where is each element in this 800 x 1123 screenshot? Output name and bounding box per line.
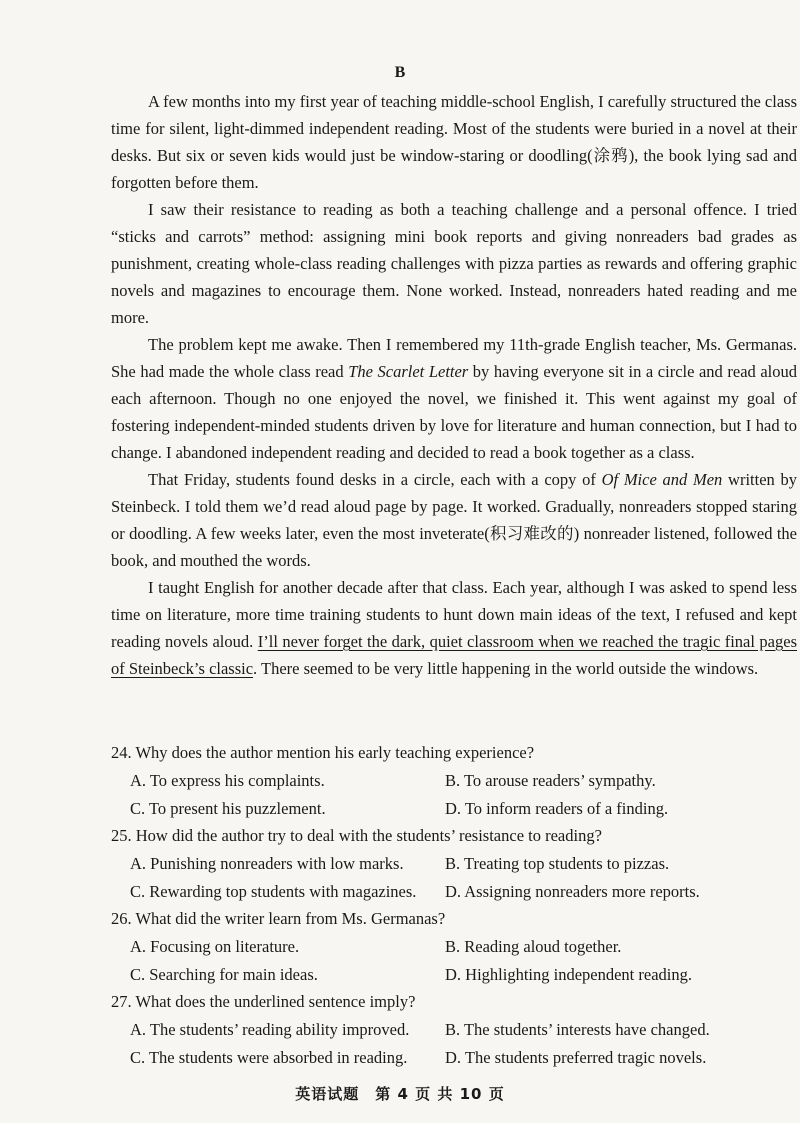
paragraph-5-part-a: I taught English for another decade after that class. Each year, although I was asked to spend less time on literature, more time training students to hunt down main ideas of the text, I refused and kept reading novels aloud.: [111, 578, 797, 651]
question-stem: 27. What does the underlined sentence imply?: [111, 992, 416, 1011]
question-list: [111, 739, 797, 1071]
book-title-scarlet-letter: The Scarlet Letter: [348, 362, 469, 381]
option-c: C. Rewarding top students with magazines.: [130, 881, 417, 901]
option-a: A. The students’ reading ability improved.: [130, 1020, 410, 1039]
paragraph-3-part-b: by having everyone sit in a circle and read aloud each afternoon. Though no one enjoyed the novel, we finished it. This went against my goal of fostering independent-minded students driven by love for literature and human connection, but I had to change. I abandoned independent reading and decided to read a book together as a class.: [111, 362, 797, 462]
paragraph-3: [111, 331, 797, 466]
reading-passage: [111, 88, 797, 682]
question-27: [111, 988, 797, 1071]
paragraph-3-part-a: The problem kept me awake. Then I remembered my 11th-grade English teacher, Ms. Germanas. She had made the whole class read: [111, 335, 797, 381]
paragraph-4-part-b: written by Steinbeck. I told them we’d read aloud page by page. It worked. Gradually, nonreaders stopped staring or doodling. A few weeks later, even the most inveterate(积习难改的) nonreader listened, followed the book, and mouthed the words.: [111, 470, 797, 570]
option-d: D. Highlighting independent reading.: [445, 964, 692, 984]
underlined-sentence: I’ll never forget the dark, quiet classroom when we reached the tragic final pages of Steinbeck’s classic: [111, 632, 798, 678]
question-26: [111, 905, 797, 988]
option-a: A. Focusing on literature.: [130, 937, 300, 956]
question-stem: 26. What did the writer learn from Ms. Germanas?: [111, 909, 446, 928]
option-c: C. To present his puzzlement.: [130, 798, 326, 818]
question-24: [111, 739, 797, 822]
option-b: B. Reading aloud together.: [445, 937, 622, 956]
section-label: B: [394, 64, 406, 81]
option-d: D. Assigning nonreaders more reports.: [445, 881, 700, 901]
option-a: A. Punishing nonreaders with low marks.: [130, 854, 404, 873]
option-b: B. To arouse readers’ sympathy.: [445, 771, 656, 790]
page-footer: 英语试题 第 4 页 共 10 页: [295, 1085, 505, 1103]
option-a: A. To express his complaints.: [130, 771, 325, 790]
paragraph-4: [111, 466, 797, 574]
book-title-of-mice-and-men: Of Mice and Men: [601, 470, 723, 489]
option-b: B. The students’ interests have changed.: [445, 1020, 710, 1039]
option-d: D. To inform readers of a finding.: [445, 798, 669, 818]
paragraph-4-part-a: That Friday, students found desks in a circle, each with a copy of: [148, 470, 602, 489]
option-d: D. The students preferred tragic novels.: [445, 1047, 707, 1067]
question-25: [111, 822, 797, 905]
paragraph-5: [111, 574, 797, 682]
paragraph-1: A few months into my first year of teaching middle-school English, I carefully structured the class time for silent, light-dimmed independent reading. Most of the students were buried in a novel at their desks. But six or seven kids would just be window-staring or doodling(涂鸦), the book lying sad and forgotten before them.: [111, 92, 797, 192]
option-c: C. The students were absorbed in reading.: [130, 1047, 408, 1067]
question-stem: 24. Why does the author mention his early teaching experience?: [111, 743, 535, 762]
paragraph-2: I saw their resistance to reading as both a teaching challenge and a personal offence. I tried “sticks and carrots” method: assigning mini book reports and giving nonreaders bad grades as punishment, creating whole-class reading challenges with pizza parties as rewards and offering graphic novels and magazines to encourage them. None worked. Instead, nonreaders hated reading and me more.: [111, 200, 797, 327]
question-stem: 25. How did the author try to deal with the students’ resistance to reading?: [111, 826, 602, 845]
option-b: B. Treating top students to pizzas.: [445, 854, 670, 873]
option-c: C. Searching for main ideas.: [130, 964, 318, 984]
paragraph-5-part-b: . There seemed to be very little happening in the world outside the windows.: [253, 659, 759, 678]
